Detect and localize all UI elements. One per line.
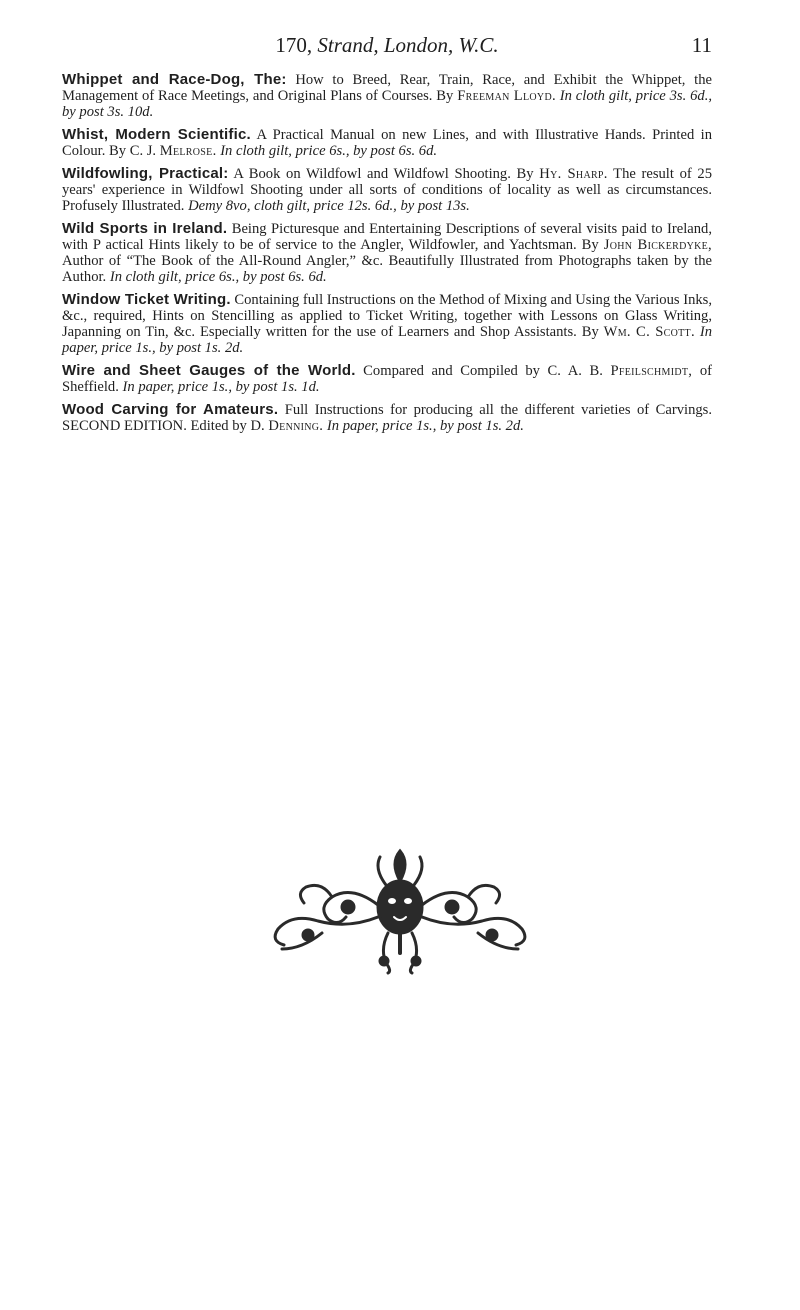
page-number: 11 (691, 33, 712, 57)
entry-price: In cloth gilt, price 6s., by post 6s. 6d. (109, 269, 327, 285)
entry-author: Freeman Lloyd. (457, 88, 556, 104)
entry-text: Author of “The Book of the All-Round Angler,” &c. Beautifully Illustrated from Photographs taken by the Author. (62, 253, 712, 285)
entry-text: How to Breed, Rear, Train, Race, and Exhibit the Whippet, the Management of Race Meetings, and Original Plans of Courses. By (62, 72, 712, 104)
entry-text: Full Instructions for producing all the different varieties of Carvings. SECOND EDITION. Edited by D. (62, 402, 712, 434)
entry-text: A Book on Wildfowl and Wildfowl Shooting. By (228, 166, 540, 182)
entry-text: Containing full Instructions on the Method of Mixing and Using the Various Inks, &c., required, Hints on Stencilling as applied to Ticket Writing, together with Lessons on Glass Writing, Japanning on Tin, &c. Especially written for the use of Learners and Shop Assistants. By (62, 292, 713, 340)
entry-price: In paper, price 1s., by post 1s. 2d. (326, 418, 524, 434)
entry-heading: Wildfowling, Practical: (62, 165, 229, 182)
ornament-icon (262, 845, 538, 975)
entry-text: A Practical Manual on new Lines, and with Illustrative Hands. Printed in Colour. By C. J. (62, 127, 712, 159)
entry-heading: Whist, Modern Scientific. (62, 126, 251, 143)
entry-author: Wm. C. Scott. (603, 324, 695, 340)
catalogue-entry (62, 363, 712, 395)
entry-author: John Bickerdyke, (603, 237, 713, 253)
entry-heading: Wild Sports in Ireland. (62, 220, 228, 237)
catalogue-entry (62, 127, 712, 159)
entry-heading: Whippet and Race-Dog, The: (62, 71, 287, 88)
catalogue-entries (62, 72, 712, 434)
entry-author: Hy. Sharp. (539, 166, 608, 182)
entry-text: The result of 25 years' experience in Wildfowl Shooting under all sorts of conditions of locality as well as circumstances. Profusely Illustrated. (62, 166, 712, 214)
entry-author: Denning. (268, 418, 324, 434)
entry-author: Pfeilschmidt, (610, 363, 693, 379)
running-head (62, 30, 712, 60)
entry-heading: Wood Carving for Amateurs. (62, 401, 279, 418)
entry-price: In paper, price 1s., by post 1s. 2d. (62, 324, 712, 356)
entry-heading: Window Ticket Writing. (62, 291, 231, 308)
entry-price: In cloth gilt, price 6s., by post 6s. 6d. (220, 143, 438, 159)
catalogue-entry (62, 221, 712, 285)
entry-text: Compared and Compiled by C. A. B. (355, 363, 611, 379)
entry-text: of Sheffield. (62, 363, 712, 395)
entry-author: Melrose. (159, 143, 217, 159)
catalogue-entry (62, 72, 712, 120)
entry-price: In paper, price 1s., by post 1s. 1d. (122, 379, 320, 395)
catalogue-entry (62, 292, 712, 356)
catalogue-entry (62, 166, 712, 214)
page-locator: 170, Strand, London, W.C. (275, 33, 499, 57)
entry-text: Being Picturesque and Entertaining Descriptions of several visits paid to Ireland, with P actical Hints likely to be of service to the Angler, Wildfowler, and Yachtsman. By (62, 221, 712, 253)
catalogue-entry (62, 402, 712, 434)
entry-price: In cloth gilt, price 3s. 6d., by post 3s. 10d. (62, 88, 712, 120)
entry-price: Demy 8vo, cloth gilt, price 12s. 6d., by post 13s. (188, 198, 470, 214)
book-page (62, 30, 712, 441)
entry-heading: Wire and Sheet Gauges of the World. (62, 362, 356, 379)
